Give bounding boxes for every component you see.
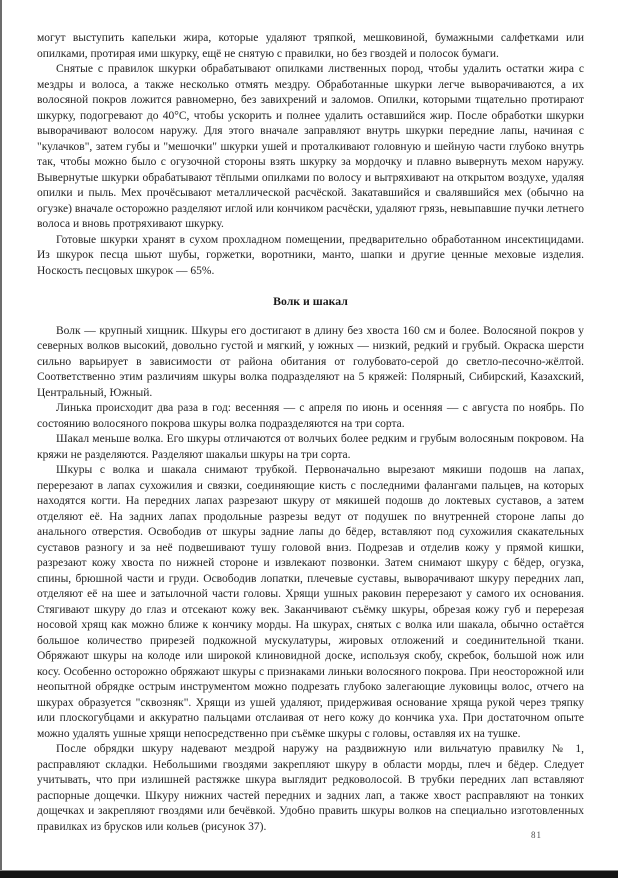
section-heading: Волк и шакал [273,294,348,308]
paragraph: Готовые шкурки хранят в сухом прохладном помещении, предварительно обработанном инсектицидами. Из шкурок песца шьют шубы, горжетки, воротники, манто, шапки и другие ценные меховые изделия. Носкость песцовых шкурок — 65%. [37,233,584,277]
paragraph: Шакал меньше волка. Его шкуры отличаются от волчьих более редким и грубым волосяным покровом. На кряжи не разделяются. Разделяют шакальи шкуры на три сорта. [37,433,584,461]
paragraph: После обрядки шкуру надевают мездрой наружу на раздвижную или вильчатую правилку № 1, расправляют складки. Небольшими гвоздями закрепляют шкуру в области морды, плеч и бёдер. Следует учитывать, что при излишней растяжке шкура выглядит редковолосой. В трубки передних лап вставляют распорные дощечки. Шкуру нижних частей передних и задних лап, а также хвост расправляют на тонких дощечках и закрепляют гвоздями или бечёвкой. Удобно править шкуры волков на специально изготовленных правилках из брусков или кольев (рисунок 37). [37,743,584,833]
paragraph: Шкуры с волка и шакала снимают трубкой. Первоначально вырезают мякиши подошв на лапах, перерезают в лапах сухожилия и связки, соединяющие кисть с последними фалангами пальцев, на которых находятся когти. На передних лапах разрезают шкуру от мякишей подошв до локтевых суставов, а затем отделяют её. На задних лапах продольные разрезы ведут от подушек по внутренней стороне лапы до анального отверстия. Освободив от шкуры задние лапы до бёдер, вставляют под сухожилия скакательных суставов разногу и за неё подвешивают тушу головой вниз. Подрезав и отделив кожу у прямой кишки, разрезают кожу хвоста по нижней стороне и извлекают позвонки. Затем снимают шкуру с бёдер, огузка, спины, брюшной части и груди. Освободив лопатки, плечевые суставы, выворачивают шкуру передних лап, отделяют её на шее и затылочной части головы. Хрящи ушных раковин перерезают у самого их основания. Стягивают шкуру до глаз и отсекают кожу век. Заканчивают съёмку шкуры, обрезая кожу губ и перерезая носовой хрящ как можно ближе к кончику морды. На шкурах, снятых с волка или шакала, обычно остаётся большое количество прирезей подкожной мускулатуры, жировых отложений и соединительной ткани. Обряжают шкуры на колоде или широкой клиновидной доске, используя скобу, скребок, большой нож или косу. Особенно осторожно обряжают шкуры с признаками линьки волосяного покрова. При неосторожной или неопытной обрядке острым инструментом можно подрезать глубоко залегающие луковицы волос, отчего на шкурах образуется "сквозняк". Хрящи из ушей удаляют, придерживая основание хряща рукой через тряпку или плоскогубцами и аккуратно пальцами отслаивая от него кожу до кончика уха. При достаточном опыте можно удалять ушные хрящи непосредственно при съёмке шкуры с головы, оставляя их на тушке. [37,464,584,740]
scan-left-border [0,0,2,878]
paragraph: Снятые с правилок шкурки обрабатывают опилками лиственных пород, чтобы удалить остатки жира с мездры и волоса, а также несколько отмять мездру. Обработанные шкурки легче выворачиваются, а их волосяной покров ложится равномерно, без завихрений и заломов. Опилки, которыми тщательно протирают шкурку, подогревают до 40°C, чтобы ускорить и полнее удалить оставшийся жир. После обработки шкурки выворачивают волосом наружу. Для этого вначале заправляют внутрь шкурки передние лапы, начиная с "кулачков", затем губы и "мешочки" шкурки ушей и проталкивают головную и шейную части глубоко внутрь так, чтобы можно было с огузочной стороны взять шкурку за мордочку и плавно вывернуть мехом наружу. Вывернутые шкурки обрабатывают тёплыми опилками по волосу и вытряхивают на открытом воздухе, удаляя опилки и пыль. Мех прочёсывают металлической расчёской. Закатавшийся и свалявшийся мех (обычно на огузке) вначале осторожно разделяют иглой или кончиком расчёски, удаляют грязь, невыпавшие пучки летнего волоса и вновь протряхивают шкурку. [37,63,584,230]
paragraph: Линька происходит два раза в год: весенняя — с апреля по июнь и осенняя — с августа по ноябрь. По состоянию волосяного покрова шкуры волка подразделяются на три сорта. [37,402,584,430]
scan-bottom-border [0,870,618,878]
page-number: 81 [531,830,542,840]
page-text-block [37,31,584,835]
paragraph: Волк — крупный хищник. Шкуры его достигают в длину без хвоста 160 см и более. Волосяной покров у северных волков высокий, довольно густой и мягкий, у южных — низкий, редкий и грубый. Окраска шерсти сильно варьирует в зависимости от района обитания от голубовато-серой до светло-песочно-жёлтой. Соответственно этим различиям шкуры волка подразделяют на 5 кряжей: Полярный, Сибирский, Казахский, Центральный, Южный. [37,324,584,399]
paragraph: могут выступить капельки жира, которые удаляют тряпкой, мешковиной, бумажными салфетками или опилками, протирая ими шкурку, ещё не снятую с правилки, но без гвоздей и полосок бумаги. [37,32,584,60]
